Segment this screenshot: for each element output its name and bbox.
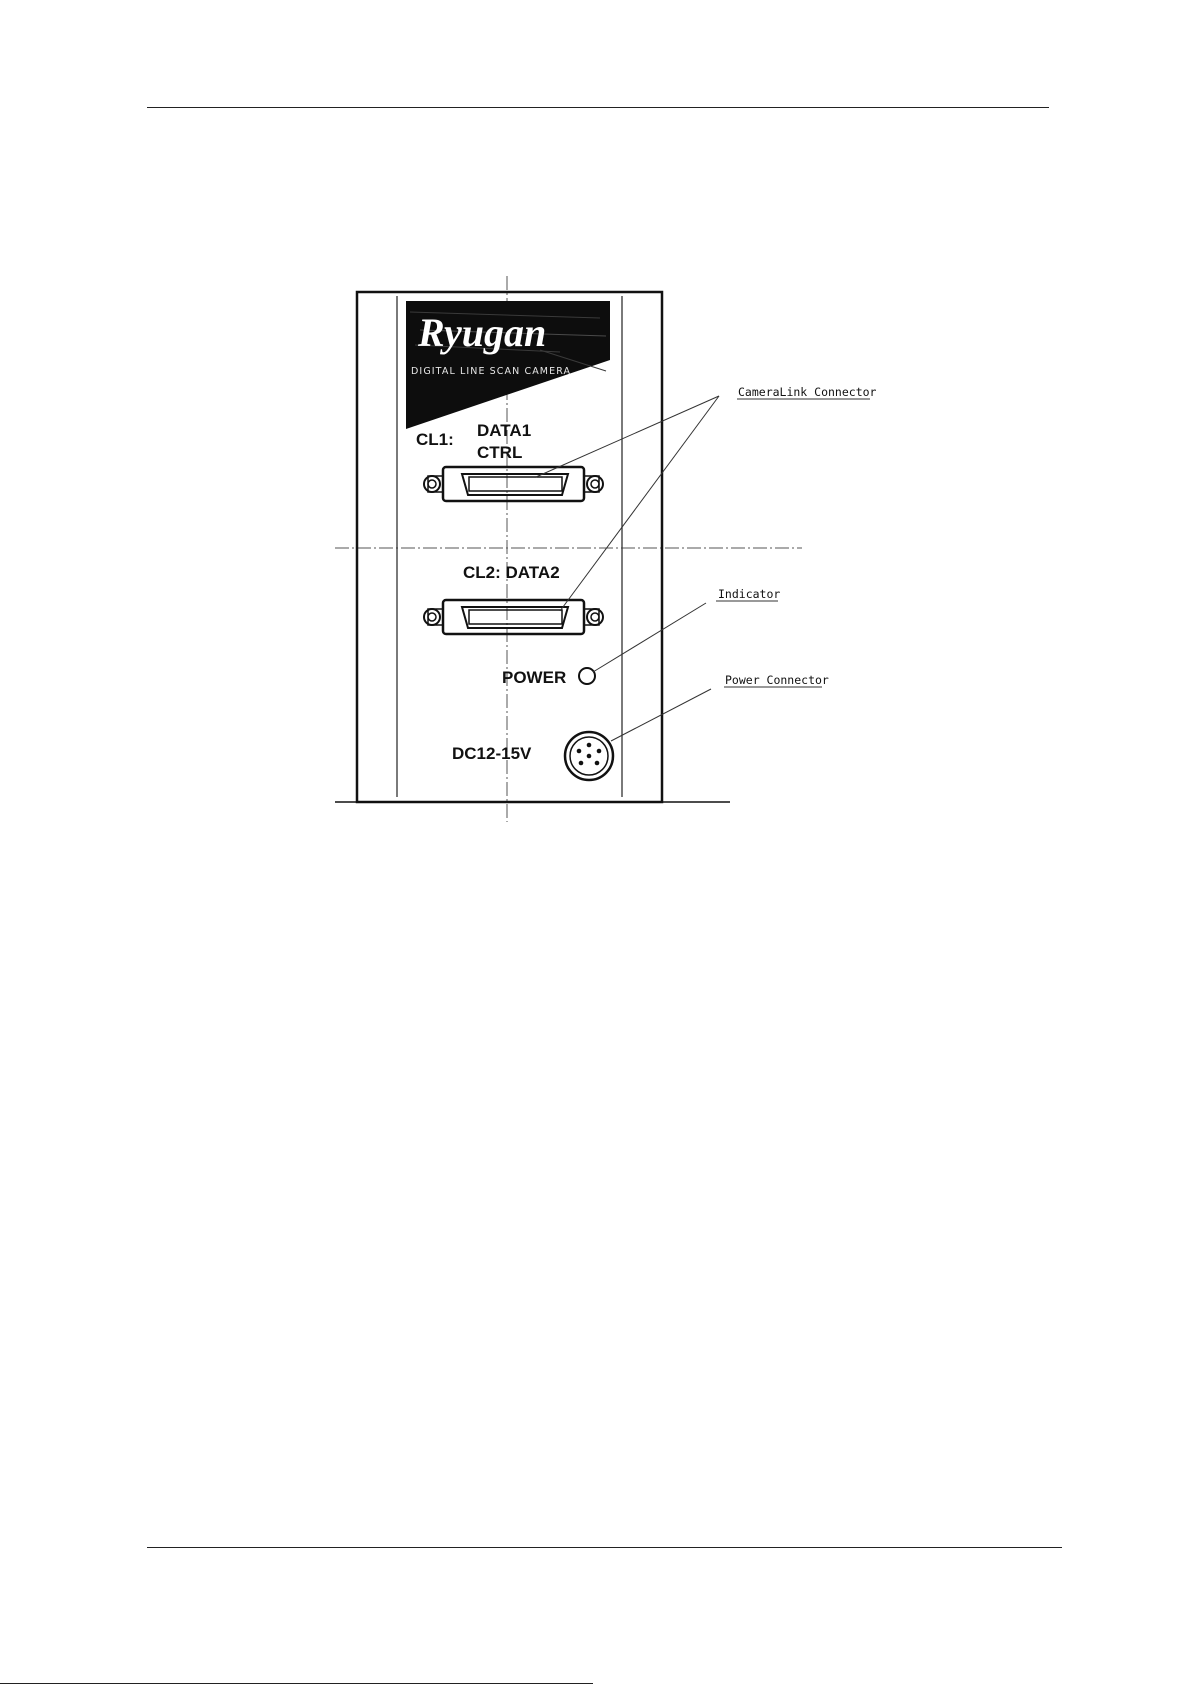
cl1-prefix-label: CL1: bbox=[416, 430, 454, 449]
cameralink-connector-callout: CameraLink Connector bbox=[738, 385, 877, 399]
ryugan-logo bbox=[406, 301, 610, 429]
cl1-ctrl-label: CTRL bbox=[477, 443, 523, 462]
logo-brand: Ryugan bbox=[418, 310, 547, 355]
power-label: POWER bbox=[502, 668, 567, 687]
logo-tagline: DIGITAL LINE SCAN CAMERA bbox=[411, 366, 572, 377]
power-connector-callout: Power Connector bbox=[725, 673, 829, 687]
power-connector bbox=[565, 732, 613, 780]
cl1-connector bbox=[424, 467, 603, 501]
power-indicator-led bbox=[579, 668, 595, 684]
cl1-data1-label: DATA1 bbox=[477, 421, 532, 440]
indicator-callout: Indicator bbox=[718, 587, 781, 601]
cl2-connector bbox=[424, 600, 603, 634]
callout-leaders bbox=[536, 396, 870, 741]
dc-voltage-label: DC12-15V bbox=[452, 744, 532, 763]
cl2-label: CL2: DATA2 bbox=[463, 563, 560, 582]
